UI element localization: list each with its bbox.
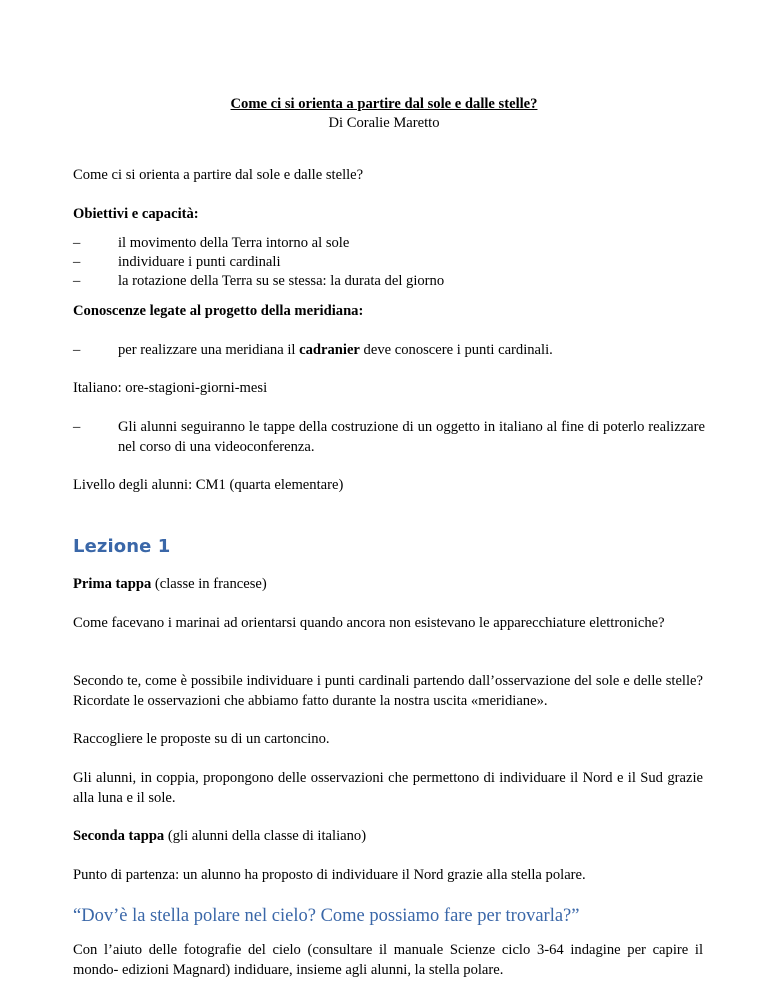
knowledge-text-before: per realizzare una meridiana il [118,342,300,358]
paragraph: Raccogliere le proposte su di un cartoncino. [73,731,330,747]
paragraph: Punto di partenza: un alunno ha proposto di individuare il Nord grazie alla stella polare. [73,867,586,883]
knowledge-text [118,340,705,360]
objective-text: la rotazione della Terra su se stessa: la durata del giorno [118,273,445,289]
step-one-note: (classe in francese) [151,576,267,592]
paragraph: Con l’aiuto delle fotografie del cielo (consultare il manuale Scienze ciclo 3-64 indagine per capire il mondo- edizioni Magnard) indiduare, insieme agli alunni, la stella polare. [73,942,703,978]
step-two [73,826,703,846]
bullet-dash: – [73,254,81,270]
step-one-label: Prima tappa [73,576,152,592]
bullet-dash: – [73,419,81,435]
document-author: Di Coralie Maretto [328,115,440,131]
knowledge-text-bold: cadranier [299,342,360,358]
bullet-dash: – [73,342,81,358]
step-two-note: (gli alunni della classe di italiano) [164,828,367,844]
question-heading: “Dov’è la stella polare nel cielo? Come possiamo fare per trovarla?” [73,906,580,926]
italiano-item [73,417,705,457]
knowledge-heading: Conoscenze legate al progetto della meridiana: [73,303,364,319]
bullet-dash: – [73,273,81,289]
italiano-line: Italiano: ore-stagioni-giorni-mesi [73,380,268,396]
intro-question: Come ci si orienta a partire dal sole e dalle stelle? [73,167,364,183]
lesson-heading: Lezione 1 [73,536,171,557]
step-two-label: Seconda tappa [73,828,165,844]
paragraph: Secondo te, come è possibile individuare i punti cardinali partendo dall’osservazione del sole e delle stelle? Ricordate le osservazioni che abbiamo fatto durante la nostra uscita «meridiane». [73,673,703,709]
student-level: Livello degli alunni: CM1 (quarta elementare) [73,477,344,493]
objective-text: individuare i punti cardinali [118,254,281,270]
objectives-heading: Obiettivi e capacità: [73,206,199,222]
knowledge-text-after: deve conoscere i punti cardinali. [359,342,553,358]
objective-text: il movimento della Terra intorno al sole [118,235,350,251]
paragraph: Come facevano i marinai ad orientarsi quando ancora non esistevano le apparecchiature elettroniche? [73,615,665,631]
document-title: Come ci si orienta a partire dal sole e dalle stelle? [230,96,538,112]
bullet-dash: – [73,235,81,251]
paragraph: Gli alunni, in coppia, propongono delle osservazioni che permettono di individuare il Nord e il Sud grazie alla luna e il sole. [73,770,703,806]
italiano-item-text: Gli alunni seguiranno le tappe della costruzione di un oggetto in italiano al fine di poterlo realizzare nel corso di una videoconferenza. [118,419,705,455]
step-one [73,574,703,594]
